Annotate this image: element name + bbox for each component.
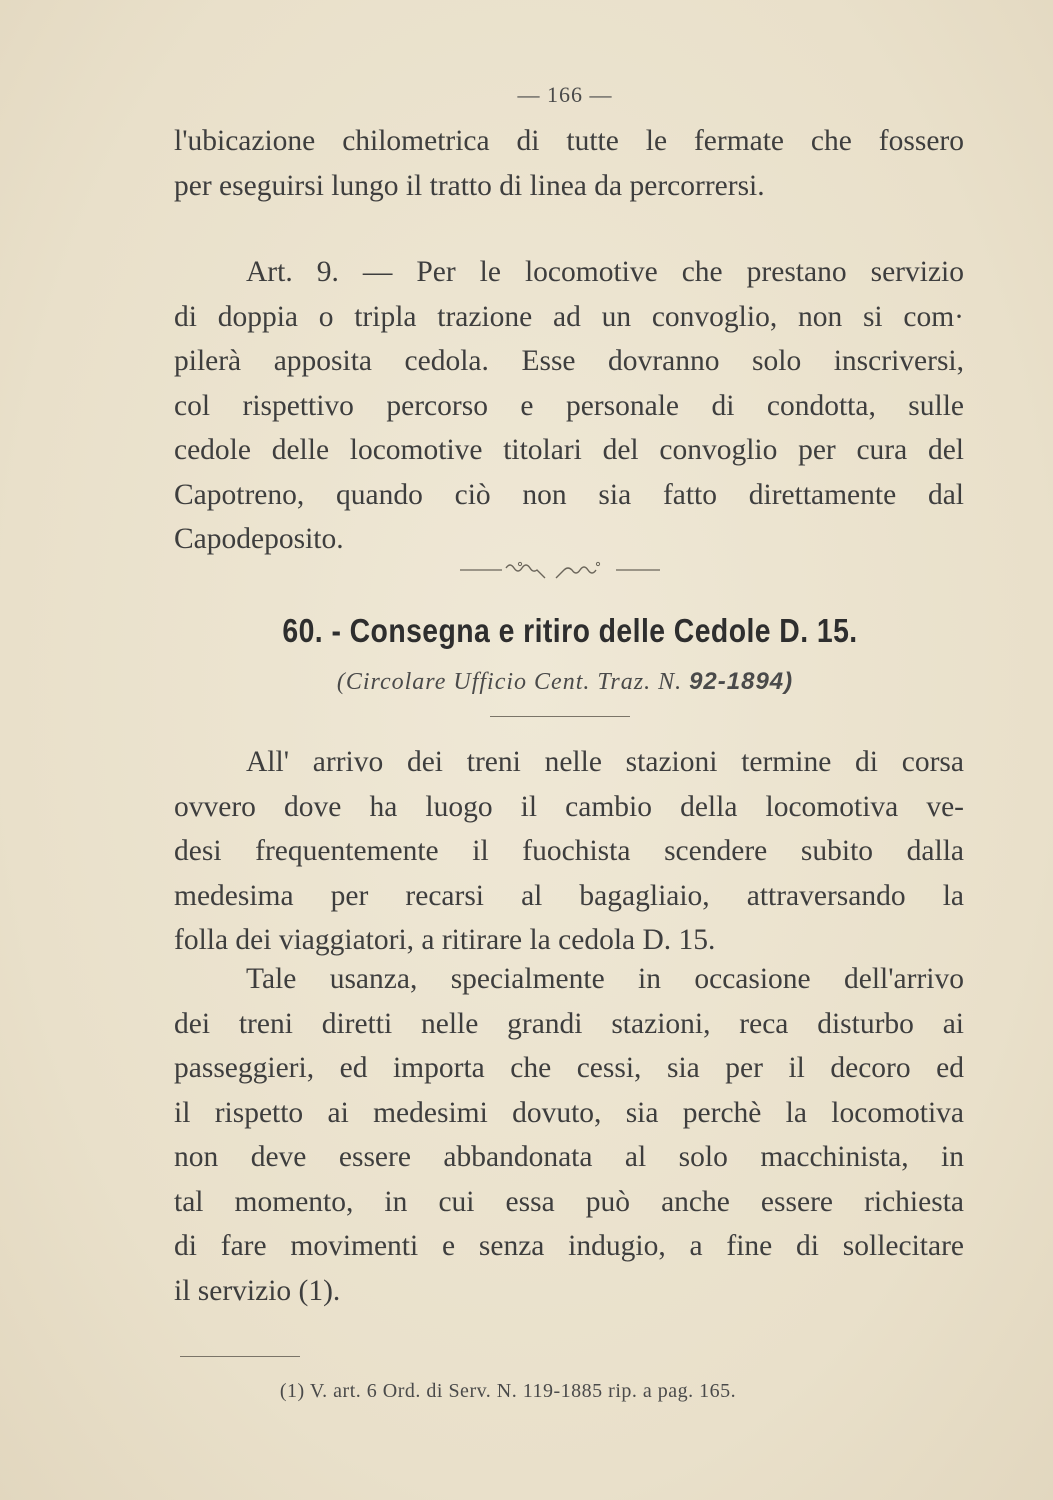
- page-number: — 166 —: [517, 82, 613, 107]
- text-line: pilerà apposita cedola. Esse dovranno solo inscriversi,: [174, 345, 964, 377]
- text-line: Capodeposito.: [174, 523, 344, 555]
- text-line: tal momento, in cui essa può anche essere richiesta: [174, 1185, 964, 1218]
- text-line: dei treni diretti nelle grandi stazioni, reca disturbo ai: [174, 1007, 964, 1040]
- section-citation: [0, 668, 1053, 696]
- text-line: Art. 9. — Per le locomotive che prestano servizio: [246, 256, 964, 288]
- footnote-divider: [180, 1356, 300, 1357]
- text-line: Tale usanza, specialmente in occasione dell'arrivo: [246, 963, 964, 995]
- citation-number: 92-1894): [689, 668, 794, 695]
- text-line: All' arrivo dei treni nelle stazioni termine di corsa: [246, 746, 964, 778]
- text-line: l'ubicazione chilometrica di tutte le fermate che fossero: [174, 125, 964, 157]
- text-line: medesima per recarsi al bagagliaio, attraversando la: [174, 879, 964, 912]
- text-line: il servizio (1).: [174, 1274, 341, 1307]
- text-line: folla dei viaggiatori, a ritirare la cedola D. 15.: [174, 924, 716, 956]
- text-line: col rispettivo percorso e personale di condotta, sulle: [174, 389, 964, 422]
- section-title: 60. - Consegna e ritiro delle Cedole D. 15.: [282, 612, 858, 649]
- text-line: per eseguirsi lungo il tratto di linea da percorrersi.: [174, 169, 765, 202]
- continuation-paragraph: [174, 119, 964, 208]
- paragraph-arrival: [174, 740, 964, 963]
- text-line: il rispetto ai medesimi dovuto, sia perchè la locomotiva: [174, 1096, 964, 1129]
- citation-text: (Circolare Ufficio Cent. Traz. N.: [336, 669, 690, 695]
- paragraph-custom: [174, 957, 964, 1313]
- text-line: Capotreno, quando ciò non sia fatto direttamente dal: [174, 478, 964, 511]
- text-line: ovvero dove ha luogo il cambio della locomotiva ve-: [174, 790, 964, 823]
- decorative-ornament: [460, 558, 680, 582]
- section-divider: [490, 716, 630, 717]
- text-line: di fare movimenti e senza indugio, a fine di sollecitare: [174, 1230, 964, 1262]
- text-line: di doppia o tripla trazione ad un convoglio, non si com·: [174, 300, 964, 333]
- text-line: non deve essere abbandonata al solo macchinista, in: [174, 1141, 964, 1173]
- text-line: desi frequentemente il fuochista scendere subito dalla: [174, 835, 964, 867]
- article-9-paragraph: [174, 250, 964, 562]
- footnote: (1) V. art. 6 Ord. di Serv. N. 119-1885 rip. a pag. 165.: [279, 1380, 737, 1402]
- text-line: passeggieri, ed importa che cessi, sia per il decoro ed: [174, 1052, 964, 1084]
- text-line: cedole delle locomotive titolari del convoglio per cura del: [174, 434, 964, 466]
